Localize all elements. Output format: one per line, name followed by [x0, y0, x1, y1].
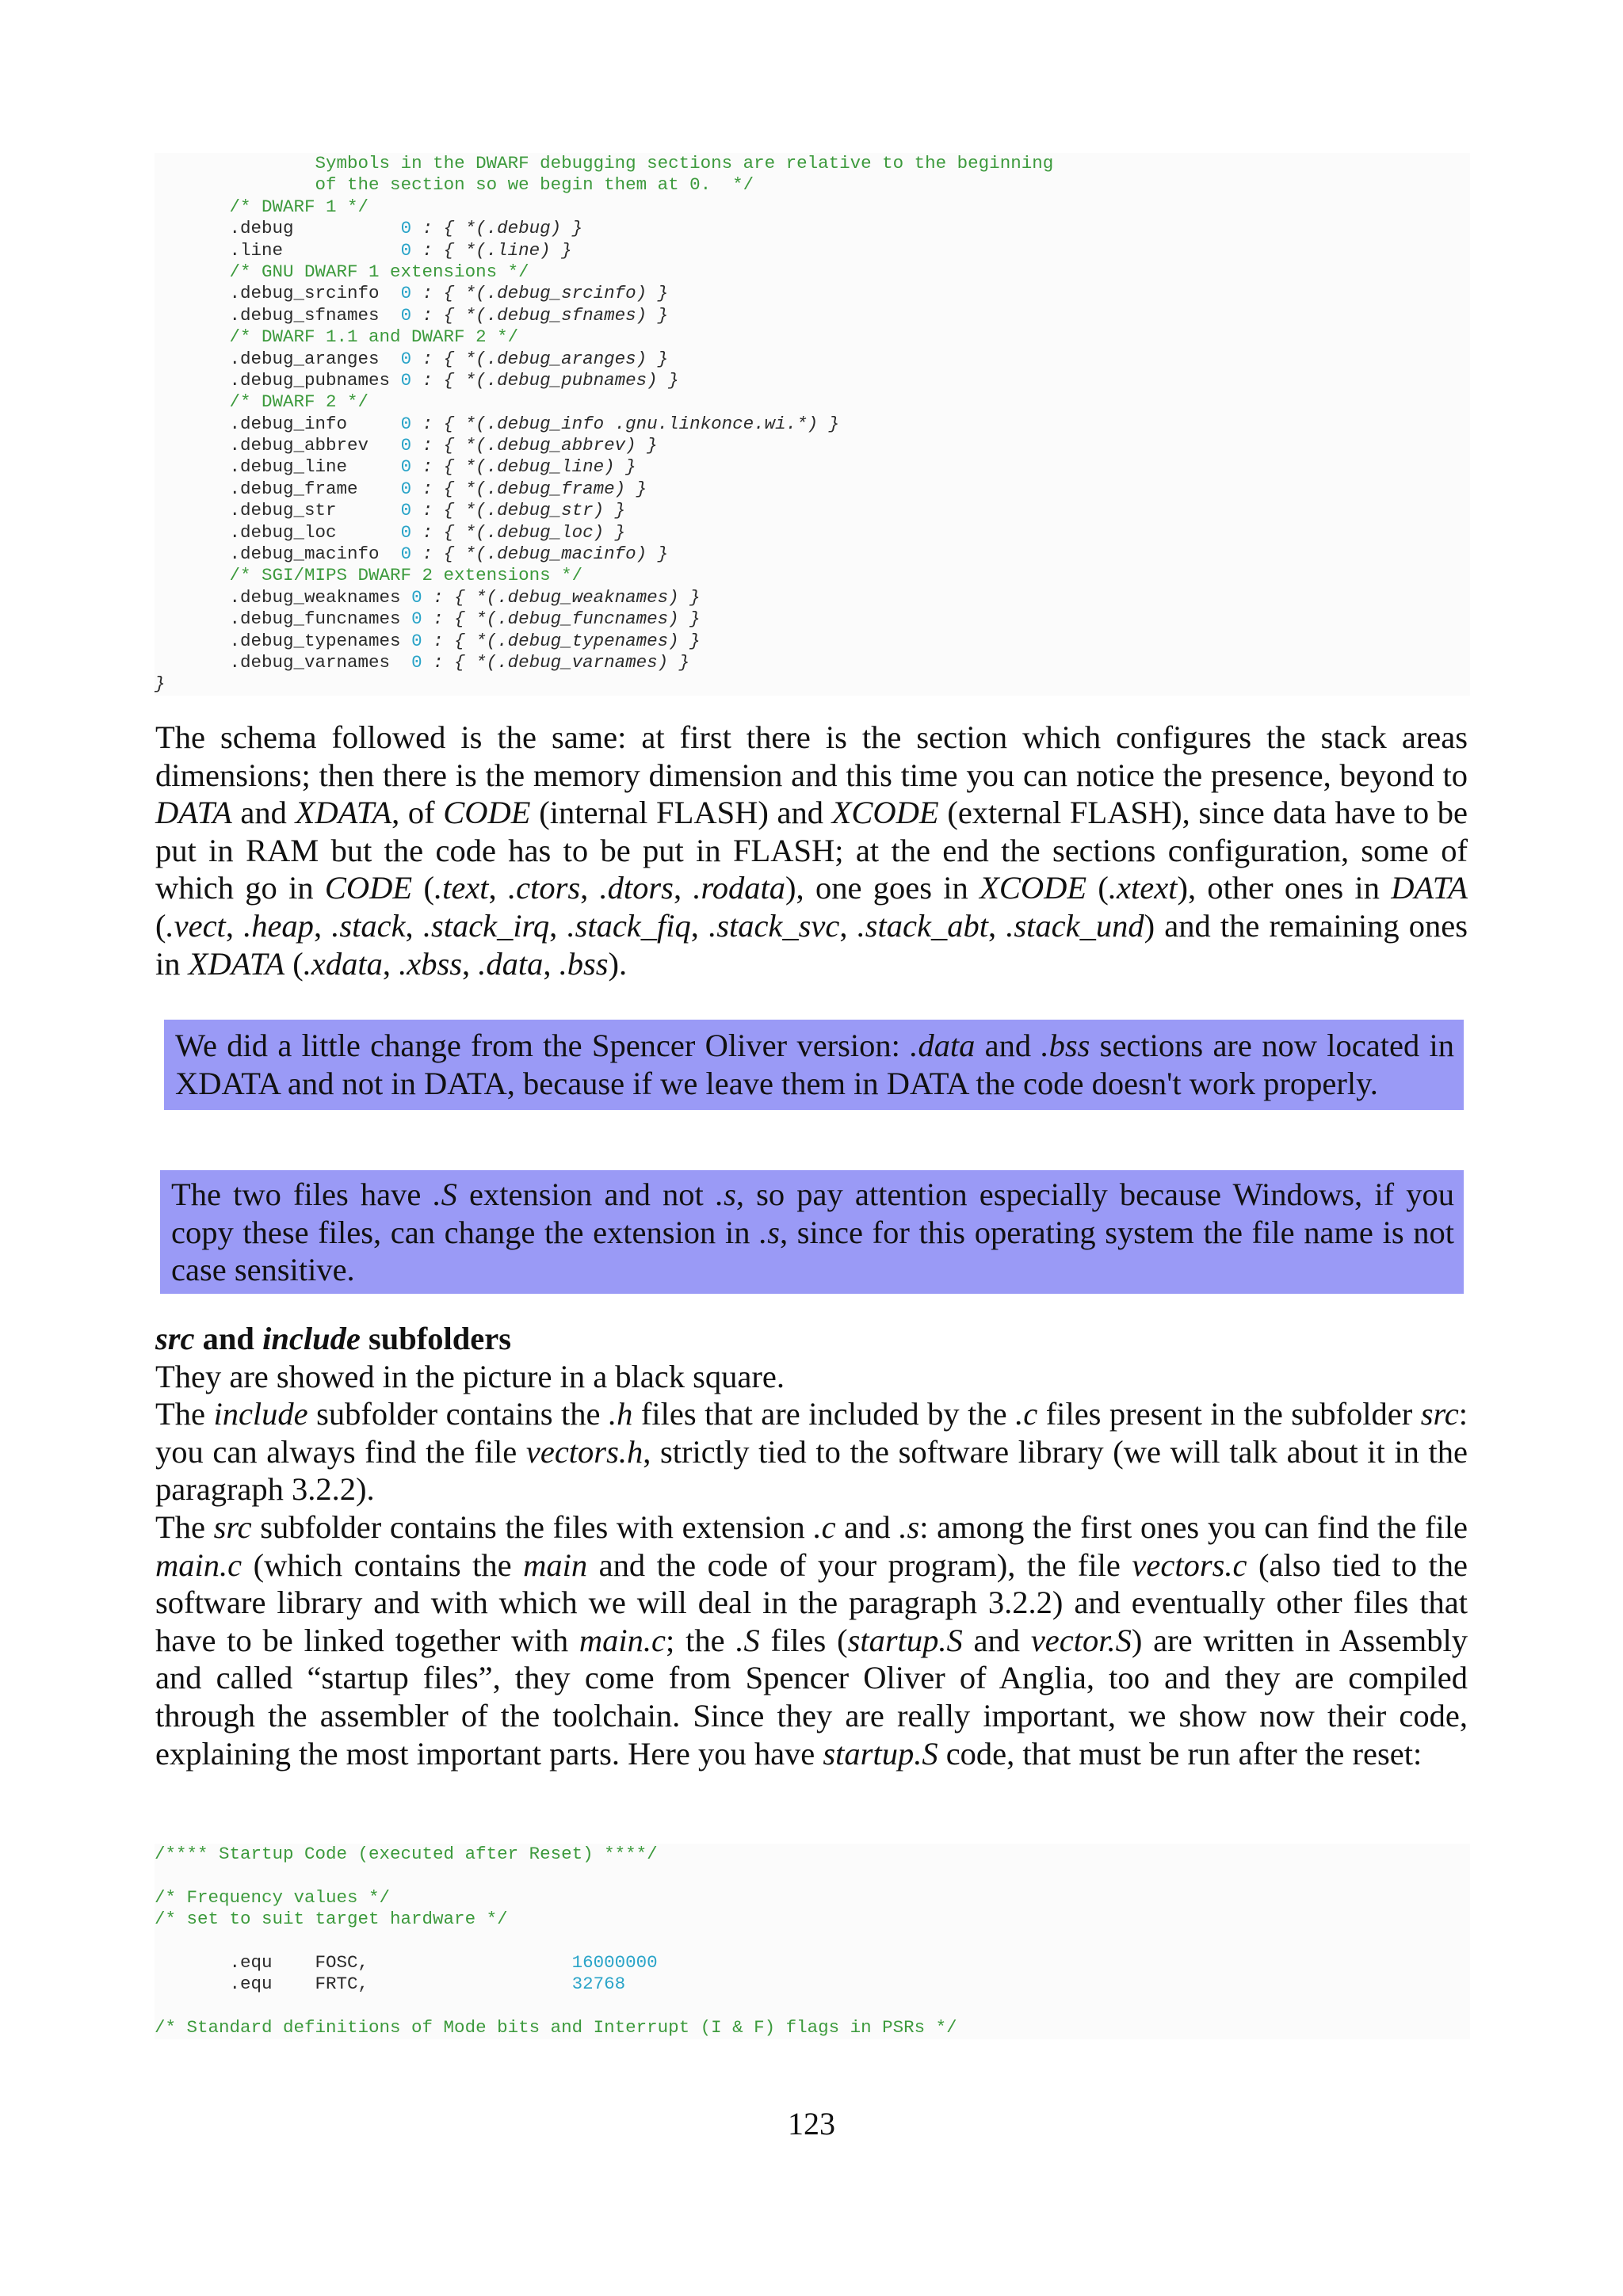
code-line — [155, 218, 1470, 239]
code-line — [155, 543, 1470, 565]
section-body: : { *(.debug_line) } — [411, 456, 636, 478]
italic-term: .vect — [166, 907, 226, 944]
schema-paragraph — [155, 719, 1468, 982]
code-line — [155, 522, 1470, 543]
equ-name: FOSC, — [315, 1951, 572, 1973]
text-run: , — [488, 870, 508, 906]
subfolders-intro — [155, 1358, 1468, 1396]
section-name: .debug_abbrev — [229, 435, 401, 456]
page-number: 123 — [788, 2106, 835, 2142]
section-address: 0 — [411, 651, 422, 673]
code-comment: /* Standard definitions of Mode bits and Interrupt (I & F) flags in PSRs */ — [155, 2017, 957, 2039]
text-run: , — [673, 870, 693, 906]
section-body: : { *(.debug_macinfo) } — [411, 543, 669, 565]
code-line — [155, 652, 1470, 673]
italic-term: .text — [433, 870, 489, 906]
text-run: They are showed in the picture in a black square. — [155, 1358, 785, 1394]
file-extension-warning-note-text — [171, 1177, 1454, 1287]
italic-term: CODE — [443, 795, 531, 831]
section-body: : { *(.debug_info .gnu.linkonce.wi.*) } — [411, 413, 840, 434]
code-line — [155, 1844, 1470, 1865]
text-run: The — [155, 1396, 214, 1432]
italic-term: .stack_und — [1006, 907, 1144, 944]
text-run: sections are now located in XDATA and not in DATA, because if we leave them in DATA the code doesn't work properly. — [175, 1028, 1454, 1101]
section-body: : { *(.debug_typenames) } — [422, 630, 701, 651]
text-run: , — [987, 907, 1006, 944]
text-run: , — [313, 907, 332, 944]
section-body: : { *(.debug_aranges) } — [411, 348, 669, 369]
italic-term: .s — [759, 1214, 780, 1250]
section-address: 0 — [400, 304, 412, 326]
code-line — [155, 1865, 1470, 1886]
code-line — [155, 673, 1470, 695]
section-body: : { *(.debug_sfnames) } — [411, 304, 669, 326]
section-address: 0 — [400, 500, 412, 521]
italic-term: .c — [813, 1508, 836, 1545]
section-name: .debug_typenames — [229, 630, 412, 651]
code-line — [155, 370, 1470, 391]
text-run: and — [962, 1622, 1031, 1658]
spencer-oliver-change-note — [164, 1020, 1464, 1110]
code-line — [155, 349, 1470, 370]
text-run: , — [225, 907, 244, 944]
code-line — [155, 435, 1470, 456]
section-body: : { *(.debug_varnames) } — [422, 651, 690, 673]
italic-term: .c — [1015, 1396, 1038, 1432]
italic-term: vector.S — [1030, 1622, 1132, 1658]
text-run: and — [975, 1028, 1041, 1063]
section-body: : { *(.debug_funcnames) } — [422, 608, 701, 630]
text-run: (external FLASH), since data have to be put in RAM but the code has to be put in FLASH; at the end the sections configuration, some of which go in — [155, 795, 1468, 906]
italic-term: main.c — [155, 1547, 242, 1583]
text-run: , — [382, 945, 399, 982]
section-name: .debug_sfnames — [229, 304, 401, 326]
section-name: .debug_aranges — [229, 348, 401, 369]
section-name: .debug_macinfo — [229, 543, 401, 565]
subfolders-section — [155, 1320, 1468, 1772]
code-line — [155, 1887, 1470, 1909]
italic-term: .data — [910, 1028, 976, 1063]
src-subfolder-paragraph — [155, 1508, 1468, 1772]
text-run: extension and not — [456, 1177, 716, 1212]
code-line — [155, 1931, 1470, 1952]
text-run: subfolder contains the — [307, 1396, 609, 1432]
section-body: : { *(.debug) } — [411, 218, 583, 239]
code-line — [155, 1952, 1470, 1974]
code-line — [155, 196, 1470, 218]
equ-directive: .equ — [229, 1951, 315, 1973]
section-body: : { *(.debug_abbrev) } — [411, 435, 658, 456]
text-run: The — [155, 1508, 214, 1545]
section-name: .debug_info — [229, 413, 401, 434]
text-run: The schema followed is the same: at first there is the section which configures the stack areas dimensions; then there is the memory dimension and this time you can notice the presence, beyond to — [155, 719, 1468, 793]
text-run: , strictly tied to the software library (we will talk about it in the paragraph 3.2.2). — [155, 1433, 1468, 1508]
equ-directive: .equ — [229, 1974, 315, 1995]
italic-term: .stack_svc — [708, 907, 840, 944]
italic-term: .xtext — [1108, 870, 1178, 906]
text-run: and — [231, 795, 296, 831]
text-run: ) are written in Assembly and called “startup files”, they come from Spencer Oliver of Anglia, too and they are compiled through the assembler of the toolchain. Since they are really important, we show now their code, explaining the most important parts. Here you have — [155, 1622, 1468, 1772]
code-line — [155, 1974, 1470, 1995]
code-line — [155, 261, 1470, 283]
text-run: , — [461, 945, 479, 982]
section-address: 0 — [400, 413, 412, 434]
code-line — [155, 1996, 1470, 2017]
code-line — [155, 153, 1470, 174]
italic-term: startup.S — [847, 1622, 963, 1658]
italic-term: src — [1420, 1396, 1459, 1432]
section-name: .line — [229, 239, 401, 261]
code-comment: /**** Startup Code (executed after Reset) ****/ — [155, 1844, 658, 1864]
code-comment: /* DWARF 1.1 and DWARF 2 */ — [229, 326, 519, 348]
text-run: , of — [391, 795, 444, 831]
italic-term: .rodata — [693, 870, 786, 906]
section-address: 0 — [400, 478, 412, 499]
italic-term: .dtors — [599, 870, 674, 906]
italic-term: .bss — [1041, 1028, 1090, 1063]
section-address: 0 — [400, 543, 412, 565]
section-name: .debug_srcinfo — [229, 283, 401, 304]
italic-term: XCODE — [831, 795, 939, 831]
italic-term: .ctors — [507, 870, 581, 906]
equ-value: 32768 — [571, 1974, 626, 1995]
text-run: files that are included by the — [632, 1396, 1016, 1432]
code-comment: /* DWARF 1 */ — [229, 196, 369, 217]
subfolders-heading — [155, 1320, 1468, 1358]
include-subfolder-paragraph — [155, 1395, 1468, 1508]
section-address: 0 — [400, 283, 412, 304]
section-address: 0 — [411, 630, 422, 651]
spencer-oliver-change-note-text — [175, 1028, 1454, 1101]
file-extension-warning-note — [160, 1170, 1464, 1294]
italic-term: DATA — [155, 795, 232, 831]
italic-term: .S — [735, 1622, 760, 1658]
section-address: 0 — [411, 586, 422, 608]
section-body: : { *(.debug_frame) } — [411, 478, 647, 499]
italic-term: include — [262, 1321, 361, 1356]
text-run: , — [549, 907, 567, 944]
text-run: , — [580, 870, 600, 906]
italic-term: .stack_abt — [857, 907, 988, 944]
text-run: code, that must be run after the reset: — [938, 1735, 1423, 1772]
text-run: , since for this operating system the file name is not case sensitive. — [171, 1214, 1454, 1288]
text-run: The two files have — [171, 1177, 433, 1212]
text-run: , — [839, 907, 857, 944]
italic-term: .h — [609, 1396, 633, 1432]
section-name: .debug_loc — [229, 521, 401, 543]
section-address: 0 — [400, 239, 412, 261]
text-run: , — [405, 907, 423, 944]
text-run: ( — [412, 870, 434, 906]
code-comment: /* set to suit target hardware */ — [155, 1909, 508, 1930]
text-run: subfolders — [360, 1321, 511, 1356]
text-run: ) and the remaining ones in — [155, 907, 1468, 982]
section-name: .debug_funcnames — [229, 608, 412, 630]
code-line — [155, 391, 1470, 413]
italic-term: src — [213, 1508, 252, 1545]
code-line — [155, 1909, 1470, 1930]
italic-term: DATA — [1391, 870, 1468, 906]
italic-term: main — [523, 1547, 588, 1583]
text-run: , — [543, 945, 559, 982]
italic-term: XDATA — [295, 795, 392, 831]
text-run: and the code of your program), the file — [587, 1547, 1132, 1583]
code-line — [155, 414, 1470, 435]
code-line — [155, 283, 1470, 304]
section-body: : { *(.debug_pubnames) } — [411, 369, 679, 391]
italic-term: src — [155, 1321, 195, 1356]
section-name: .debug_varnames — [229, 651, 412, 673]
code-line — [155, 587, 1470, 608]
section-address: 0 — [411, 608, 422, 630]
italic-term: vectors.c — [1132, 1547, 1247, 1583]
linker-script-code-block — [155, 153, 1470, 696]
italic-term: .data — [478, 945, 544, 982]
code-line — [155, 500, 1470, 521]
code-comment: /* DWARF 2 */ — [229, 391, 369, 413]
code-comment: /* SGI/MIPS DWARF 2 extensions */ — [229, 565, 583, 586]
code-line — [155, 479, 1470, 500]
text-run: , — [690, 907, 709, 944]
italic-term: .s — [715, 1177, 736, 1212]
section-address: 0 — [400, 369, 412, 391]
equ-value: 16000000 — [571, 1951, 658, 1973]
equ-name: FRTC, — [315, 1974, 572, 1995]
text-run: ), one goes in — [785, 870, 980, 906]
text-run: ( — [155, 907, 166, 944]
section-name: .debug_str — [229, 500, 401, 521]
italic-term: main.c — [579, 1622, 666, 1658]
code-comment: /* GNU DWARF 1 extensions */ — [229, 261, 529, 282]
text-run: and — [194, 1321, 263, 1356]
text-run: ), other ones in — [1177, 870, 1392, 906]
italic-term: .xbss — [399, 945, 462, 982]
section-name: .debug_weaknames — [229, 586, 412, 608]
text-run: files ( — [759, 1622, 848, 1658]
section-body: : { *(.debug_str) } — [411, 500, 626, 521]
italic-term: .s — [899, 1508, 920, 1545]
text-run: ( — [285, 945, 304, 982]
italic-term: .xdata — [303, 945, 383, 982]
text-run: : you can always find the file — [155, 1396, 1468, 1470]
section-body: : { *(.debug_srcinfo) } — [411, 283, 669, 304]
section-body: : { *(.debug_loc) } — [411, 521, 626, 543]
section-address: 0 — [400, 435, 412, 456]
code-brace: } — [155, 673, 166, 695]
italic-term: .stack_irq — [422, 907, 550, 944]
section-body: : { *(.line) } — [411, 239, 572, 261]
text-run: We did a little change from the Spencer Oliver version: — [175, 1028, 911, 1063]
italic-term: XCODE — [980, 870, 1087, 906]
italic-term: CODE — [324, 870, 413, 906]
italic-term: .S — [433, 1177, 457, 1212]
schema-paragraph-text — [155, 719, 1468, 982]
code-line — [155, 456, 1470, 478]
code-comment: /* Frequency values */ — [155, 1886, 391, 1908]
code-line — [155, 305, 1470, 326]
italic-term: XDATA — [188, 945, 285, 982]
code-comment: of the section so we begin them at 0. */ — [315, 174, 754, 196]
section-address: 0 — [400, 456, 412, 478]
italic-term: startup.S — [823, 1735, 938, 1772]
text-run: and — [835, 1508, 899, 1545]
text-run: ( — [1086, 870, 1109, 906]
code-line — [155, 326, 1470, 348]
section-address: 0 — [400, 348, 412, 369]
code-line — [155, 631, 1470, 652]
section-address: 0 — [400, 521, 412, 543]
code-comment: Symbols in the DWARF debugging sections are relative to the beginning — [315, 153, 1054, 174]
text-run: ; the — [666, 1622, 736, 1658]
code-line — [155, 174, 1470, 196]
code-line — [155, 240, 1470, 261]
section-body: : { *(.debug_weaknames) } — [422, 586, 701, 608]
text-run: (which contains the — [242, 1547, 524, 1583]
text-run: files present in the subfolder — [1037, 1396, 1421, 1432]
italic-term: .bss — [559, 945, 609, 982]
text-run: (internal FLASH) and — [530, 795, 832, 831]
text-run: (also tied to the software library and with which we will deal in the paragraph 3.2.2) and eventually other files that have to be linked together with — [155, 1547, 1468, 1658]
italic-term: vectors.h — [525, 1433, 643, 1470]
code-line — [155, 608, 1470, 630]
code-line — [155, 2017, 1470, 2039]
text-run: : among the first ones you can find the file — [919, 1508, 1468, 1545]
section-name: .debug_pubnames — [229, 369, 401, 391]
code-line — [155, 565, 1470, 586]
text-run: , so pay attention especially because Windows, if you copy these files, can change the extension in — [171, 1177, 1454, 1250]
italic-term: .heap — [243, 907, 314, 944]
text-run: subfolder contains the files with extension — [251, 1508, 814, 1545]
italic-term: include — [213, 1396, 308, 1432]
startup-code-block — [155, 1844, 1470, 2039]
section-name: .debug — [229, 218, 401, 239]
section-address: 0 — [400, 218, 412, 239]
text-run: ). — [608, 945, 628, 982]
italic-term: .stack — [331, 907, 406, 944]
italic-term: .stack_fiq — [567, 907, 691, 944]
section-name: .debug_frame — [229, 478, 401, 499]
section-name: .debug_line — [229, 456, 401, 478]
